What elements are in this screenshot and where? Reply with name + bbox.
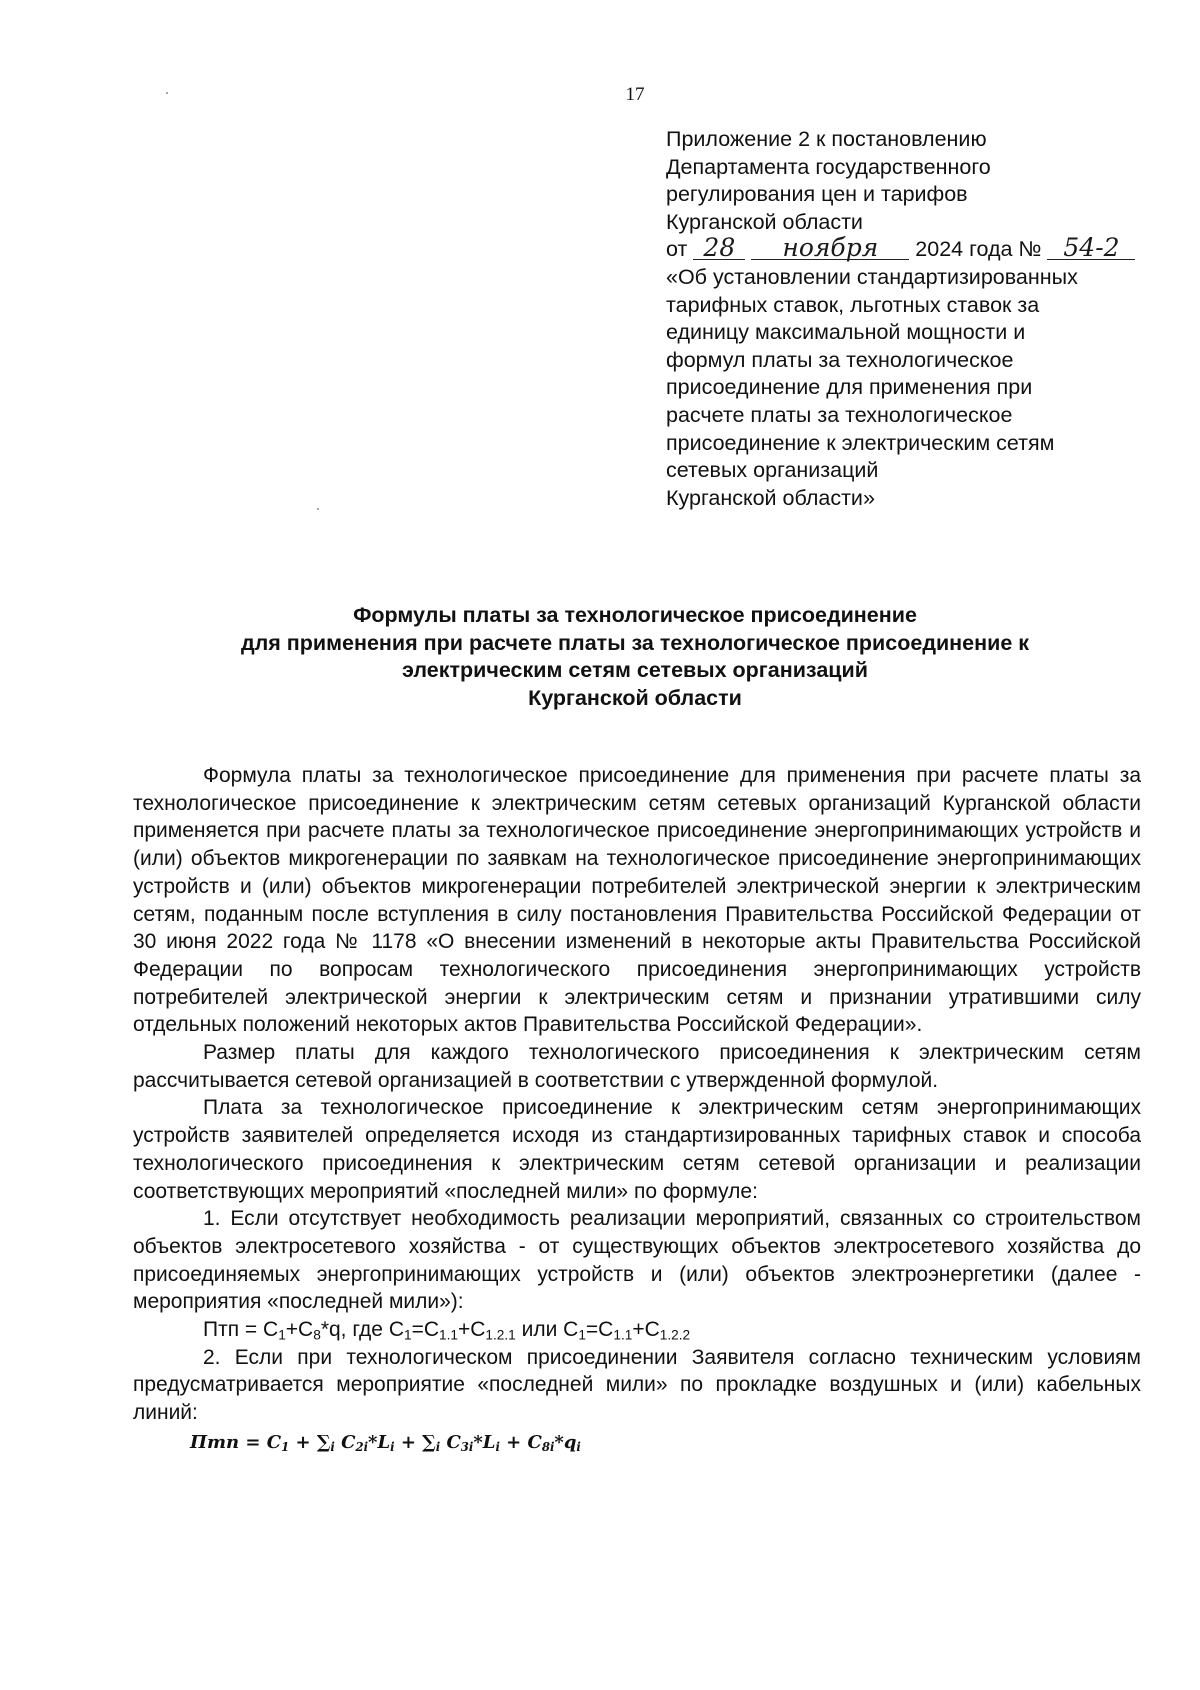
- appendix-subject-line: сетевых организаций: [666, 458, 879, 483]
- appendix-subject-line: формул платы за технологическое: [666, 347, 1014, 372]
- appendix-subject-line: единицу максимальной мощности и: [666, 320, 1026, 345]
- appendix-subject-line: Курганской области»: [666, 485, 875, 510]
- appendix-line: Департамента государственного: [666, 154, 991, 179]
- appendix-line: Курганской области: [666, 209, 863, 234]
- date-year: 2024 года №: [915, 237, 1042, 262]
- handwritten-month: ноября: [751, 237, 909, 260]
- body-paragraph: Размер платы для каждого технологического присоединения к электрическим сетям рассчитывается сетевой организацией в соответствии с утвержденной формулой.: [133, 1041, 1141, 1092]
- body-paragraph: Формула платы за технологическое присоединение для применения при расчете платы за технологическое присоединение к электрическим сетям сетевых организаций Курганской области применяется при расчете платы за технологическое присоединение энергопринимающих устройств и (или) объектов микрогенерации по заявкам на технологическое присоединение энергопринимающих устройств и (или) объектов микрогенерации потребителей электрической энергии к электрическим сетям, поданным после вступления в силу постановления Правительства Российской Федерации от 30 июня 2022 года № 1178 «О внесении изменений в некоторые акты Правительства Российской Федерации по вопросам технологического присоединения энергопринимающих устройств потребителей электрической энергии к электрическим сетям и признании утратившими силу отдельных положений некоторых актов Правительства Российской Федерации».: [133, 764, 1141, 1037]
- formula-2: Птп = $C_1 + \sum_i$ $C_{2i}*L_i + \sum_i$ $C_{3i}*L_i + C_{8i}*q_i$: [190, 1431, 581, 1454]
- title-line: для применения при расчете платы за технологическое присоединение к: [240, 630, 1030, 655]
- appendix-subject-line: «Об установлении стандартизированных: [666, 264, 1078, 289]
- document-title: [130, 602, 1140, 712]
- appendix-line: Приложение 2 к постановлению: [666, 127, 987, 151]
- body-paragraph: Плата за технологическое присоединение к электрическим сетям энергопринимающих устройств заявителей определяется исходя из стандартизированных тарифных ставок и способа технологического присоединения к электрическим сетям сетевой организации и реализации соответствующих мероприятий «последней мили» по формуле:: [133, 1096, 1141, 1203]
- handwritten-day: 28: [693, 237, 745, 260]
- appendix-subject-line: присоединение для применения при: [666, 375, 1033, 400]
- handwritten-doc-number: 54-2: [1047, 237, 1135, 260]
- body-paragraph: 1. Если отсутствует необходимость реализации мероприятий, связанных со строительством объектов электросетевого хозяйства - от существующих объектов электросетевого хозяйства до присоединяемых энергопринимающих устройств и (или) объектов электроэнергетики (далее - мероприятия «последней мили»):: [133, 1207, 1141, 1314]
- page-number: 17: [625, 84, 645, 105]
- formula-1: Птп = $С_1+С_8*q$, где $С_1=С_{1.1}+С_{1.2.1}$ или $С_1=С_{1.1}+С_{1.2.2}$: [203, 1318, 691, 1343]
- appendix-line: регулирования цен и тарифов: [666, 182, 968, 207]
- appendix-subject-line: тарифных ставок, льготных ставок за: [666, 292, 1040, 317]
- scan-speck: [317, 508, 319, 510]
- title-line: Формулы платы за технологическое присоединение: [353, 603, 917, 627]
- document-body: [133, 762, 1141, 1457]
- appendix-subject-line: присоединение к электрическим сетям: [666, 430, 1055, 455]
- appendix-header: [666, 126, 1166, 512]
- date-prefix: от: [666, 237, 688, 262]
- title-line: Курганской области: [528, 685, 742, 710]
- body-paragraph: 2. Если при технологическом присоединении Заявителя согласно техническим условиям предусматривается мероприятие «последней мили» по прокладке воздушных и (или) кабельных линий:: [133, 1345, 1141, 1425]
- appendix-date-line: [666, 233, 1166, 264]
- title-line: электрическим сетям сетевых организаций: [402, 658, 868, 682]
- appendix-subject-line: расчете платы за технологическое: [666, 402, 1013, 427]
